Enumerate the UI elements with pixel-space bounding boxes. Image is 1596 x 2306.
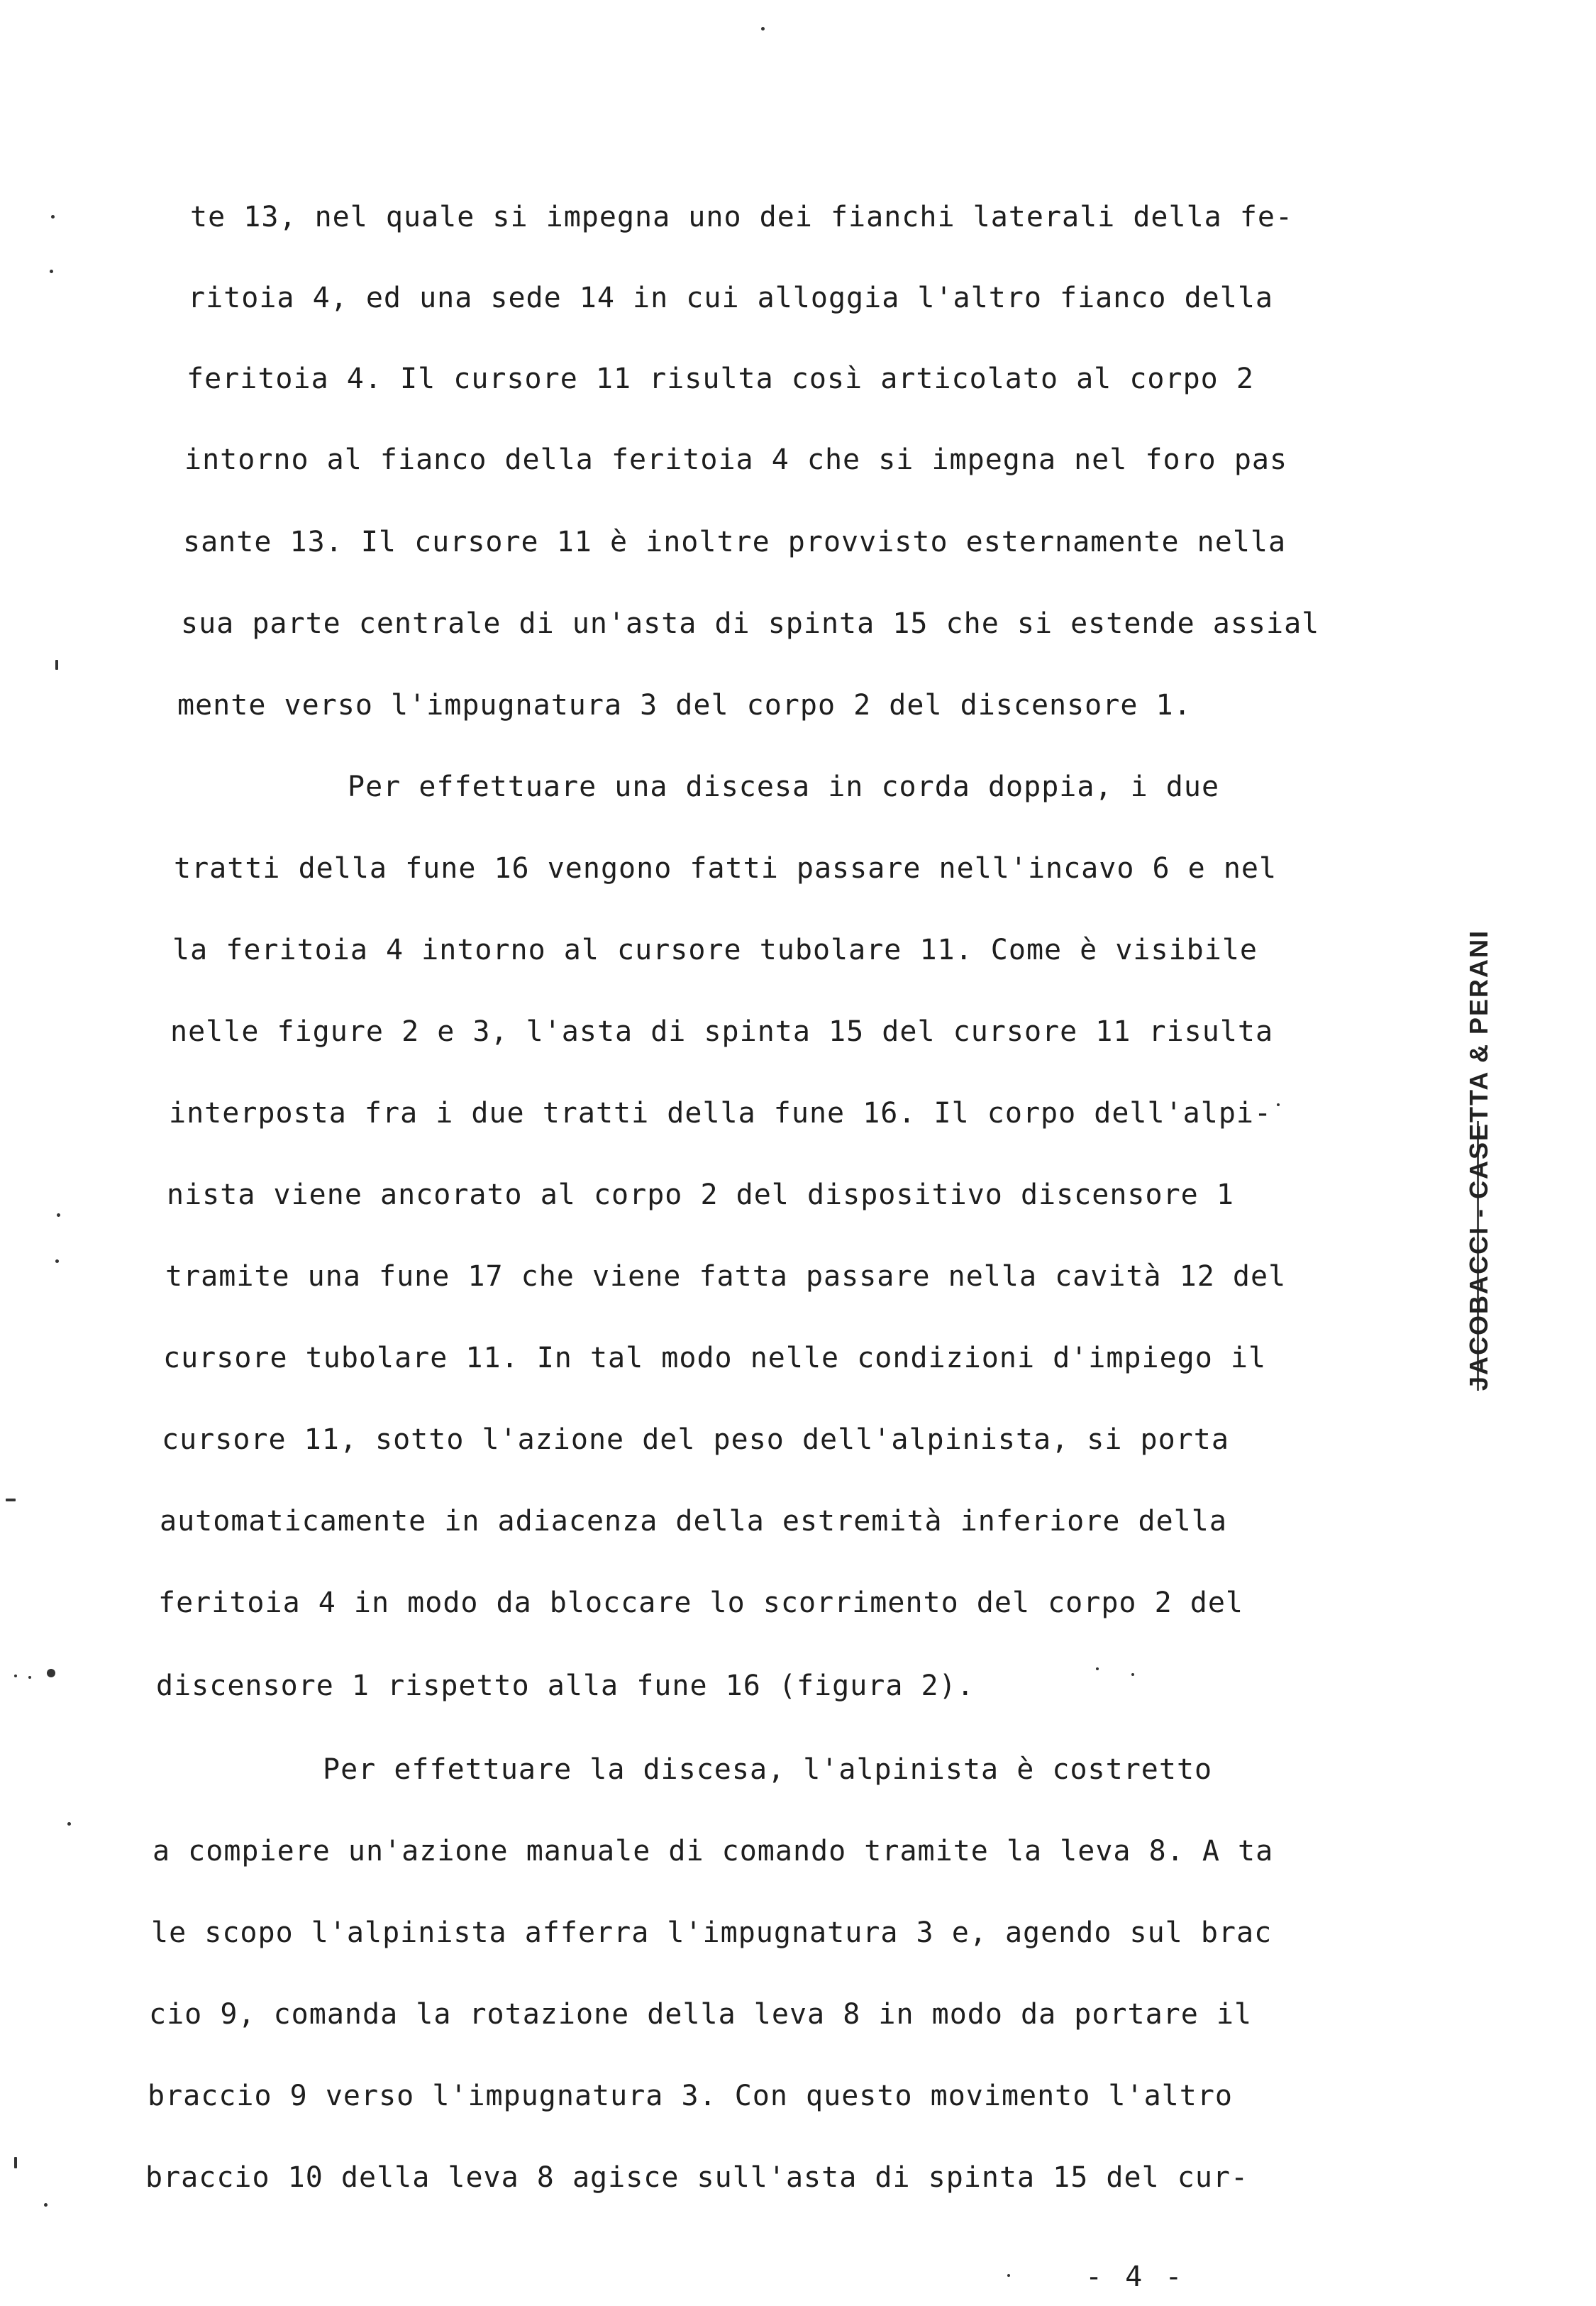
scan-speck xyxy=(1007,2274,1010,2277)
scan-speck xyxy=(1277,1103,1280,1106)
page-number: - 4 - xyxy=(1085,2261,1185,2293)
scan-speck xyxy=(57,1213,60,1217)
text-line: feritoia 4. Il cursore 11 risulta così articolato al corpo 2 xyxy=(187,363,1254,395)
text-line: cio 9, comanda la rotazione della leva 8 in modo da portare il xyxy=(149,1998,1253,2031)
text-line: le scopo l'alpinista afferra l'impugnatura 3 e, agendo sul brac xyxy=(151,1916,1273,1949)
text-line: te 13, nel quale si impegna uno dei fianchi laterali della fe- xyxy=(190,201,1294,233)
text-line: la feritoia 4 intorno al cursore tubolare 11. Come è visibile xyxy=(172,934,1258,966)
text-line: interposta fra i due tratti della fune 16. Il corpo dell'alpi- xyxy=(169,1097,1273,1130)
scan-speck xyxy=(761,27,765,31)
text-line: Per effettuare una discesa in corda doppia, i due xyxy=(348,771,1220,803)
text-line: nista viene ancorato al corpo 2 del dispositivo discensore 1 xyxy=(167,1179,1234,1211)
text-line: Per effettuare la discesa, l'alpinista è costretto xyxy=(323,1753,1213,1786)
scan-speck xyxy=(6,1499,16,1501)
text-line: automaticamente in adiacenza della estremità inferiore della xyxy=(160,1505,1227,1538)
scan-speck xyxy=(28,1676,31,1679)
text-line: ritoia 4, ed una sede 14 in cui alloggia l'altro fianco della xyxy=(188,282,1274,314)
scan-speck xyxy=(50,270,53,273)
scan-speck xyxy=(51,215,55,219)
text-line: mente verso l'impugnatura 3 del corpo 2 del discensore 1. xyxy=(177,689,1192,722)
scan-speck xyxy=(55,660,58,670)
scan-speck xyxy=(67,1822,71,1826)
scan-speck xyxy=(14,2157,17,2168)
text-line: braccio 9 verso l'impugnatura 3. Con questo movimento l'altro xyxy=(148,2080,1234,2112)
text-line: sante 13. Il cursore 11 è inoltre provvisto esternamente nella xyxy=(183,526,1287,558)
text-line: braccio 10 della leva 8 agisce sull'asta di spinta 15 del cur- xyxy=(145,2161,1249,2194)
text-line: cursore tubolare 11. In tal modo nelle condizioni d'impiego il xyxy=(163,1342,1267,1374)
scan-speck xyxy=(14,1675,17,1677)
scan-speck xyxy=(55,1259,59,1263)
text-line: intorno al fianco della feritoia 4 che si impegna nel foro pas xyxy=(184,443,1288,476)
scan-speck xyxy=(47,1669,55,1677)
stamp-text: JACOBACCI - CASETTA & PERANI xyxy=(1464,929,1493,1391)
scan-speck xyxy=(1131,1673,1134,1676)
scan-speck xyxy=(44,2203,48,2207)
text-line: feritoia 4 in modo da bloccare lo scorrimento del corpo 2 del xyxy=(158,1587,1244,1619)
text-line: discensore 1 rispetto alla fune 16 (figura 2). xyxy=(156,1670,975,1702)
scan-speck xyxy=(1096,1667,1099,1670)
attorney-stamp xyxy=(1454,929,1504,1391)
text-line: sua parte centrale di un'asta di spinta 15 che si estende assial xyxy=(181,607,1320,640)
text-line: nelle figure 2 e 3, l'asta di spinta 15 del cursore 11 risulta xyxy=(170,1015,1274,1048)
text-line: cursore 11, sotto l'azione del peso dell'alpinista, si porta xyxy=(162,1423,1229,1456)
text-line: tratti della fune 16 vengono fatti passare nell'incavo 6 e nel xyxy=(174,852,1278,885)
text-line: tramite una fune 17 che viene fatta passare nella cavità 12 del xyxy=(165,1260,1287,1293)
text-line: a compiere un'azione manuale di comando tramite la leva 8. A ta xyxy=(153,1835,1274,1868)
